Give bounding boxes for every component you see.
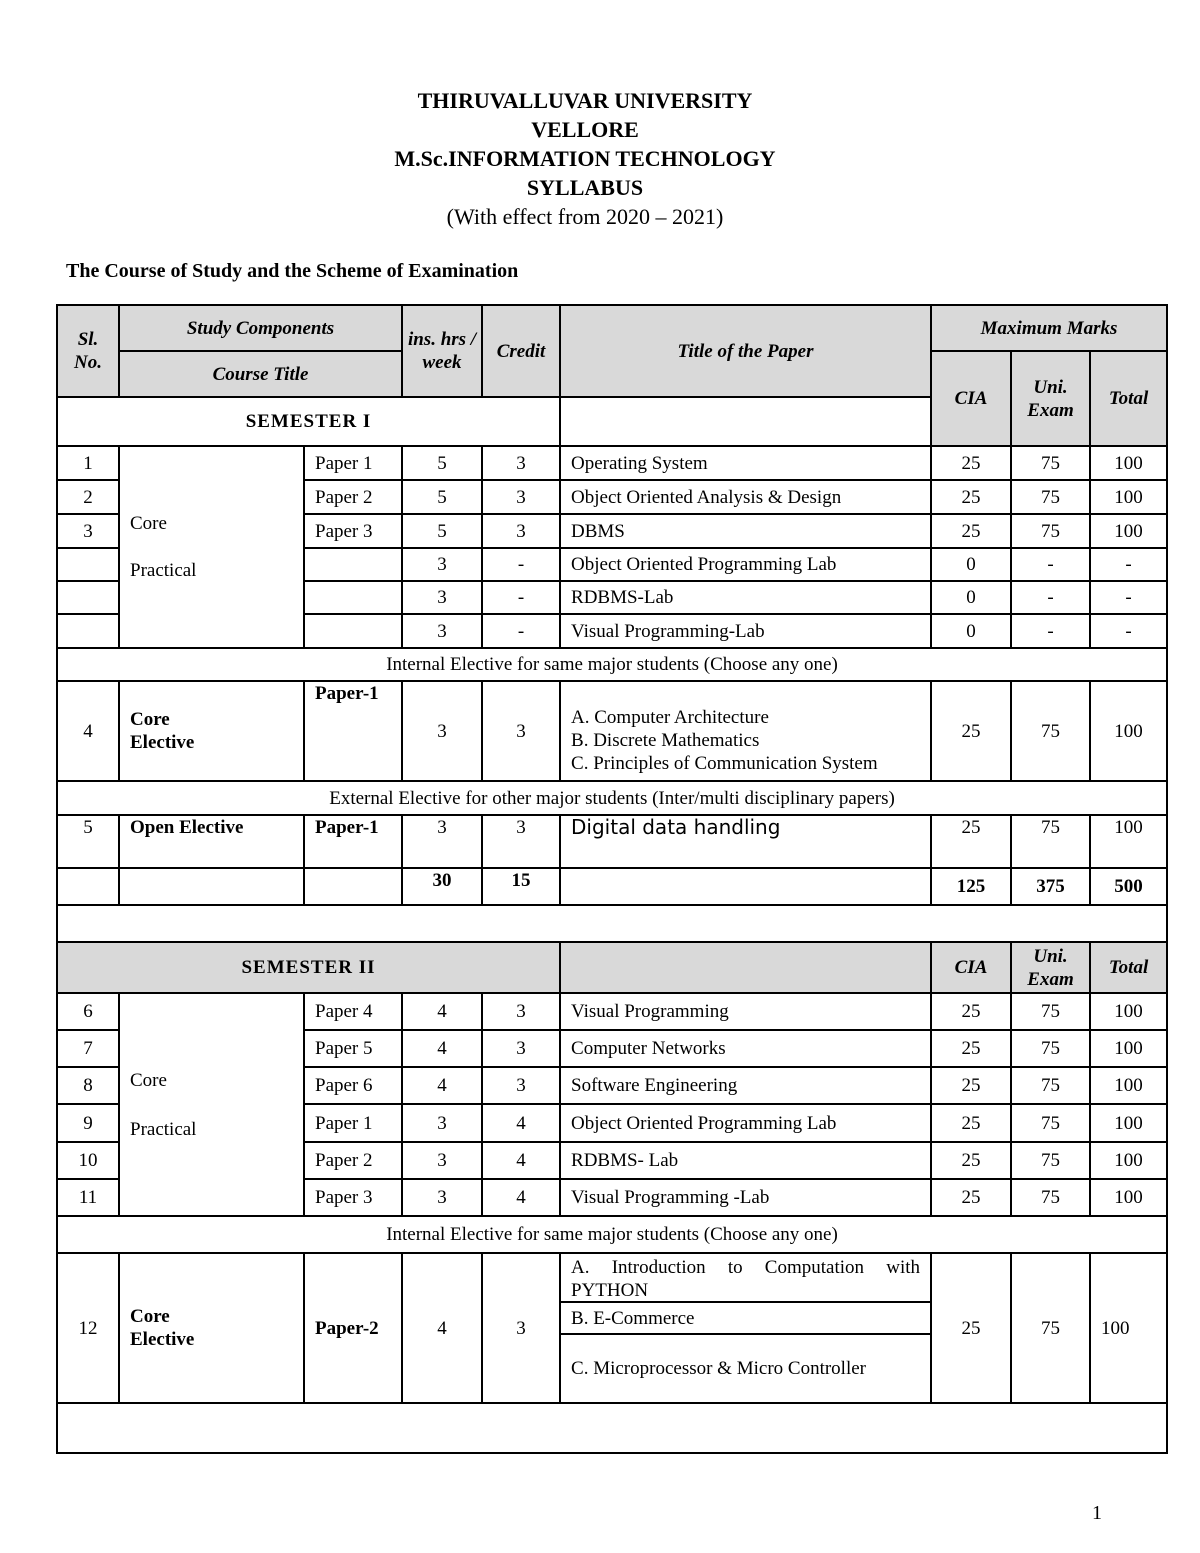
total-credit: 15 xyxy=(482,868,560,905)
credit-cell: 3 xyxy=(482,446,560,480)
sl-cell: 7 xyxy=(57,1030,119,1067)
uni-cell: 75 xyxy=(1011,446,1090,480)
title-cell: Digital data handling xyxy=(560,815,931,868)
elective-option-c: C. Principles of Communication System xyxy=(571,753,878,774)
sl-cell: 1 xyxy=(57,446,119,480)
title-cell: DBMS xyxy=(560,514,931,548)
external-elective-note: External Elective for other major students (Inter/multi disciplinary papers) xyxy=(57,781,1167,815)
sl-cell: 3 xyxy=(57,514,119,548)
total-cell: 100 xyxy=(1090,1104,1167,1142)
title-cell: Object Oriented Programming Lab xyxy=(560,548,931,581)
uni-cell: 75 xyxy=(1011,1104,1090,1142)
sl-cell xyxy=(57,614,119,648)
title-cell: Visual Programming -Lab xyxy=(560,1179,931,1216)
credit-cell: 3 xyxy=(482,514,560,548)
hrs-cell: 4 xyxy=(402,993,482,1030)
total-cell: 100 xyxy=(1090,1179,1167,1216)
elective-options xyxy=(560,1253,931,1403)
empty-cell xyxy=(560,942,931,993)
credit-cell: 4 xyxy=(482,1142,560,1179)
component-core: Core xyxy=(130,513,167,534)
component-elective: Elective xyxy=(130,732,195,753)
cia-cell: 0 xyxy=(931,548,1011,581)
spacer-row xyxy=(57,1403,1167,1453)
hrs-cell: 4 xyxy=(402,1030,482,1067)
component-practical: Practical xyxy=(130,560,197,581)
hrs-cell: 3 xyxy=(402,1104,482,1142)
paper-cell: Paper 2 xyxy=(304,1142,402,1179)
title-cell: RDBMS-Lab xyxy=(560,581,931,614)
credit-cell: - xyxy=(482,581,560,614)
hrs-cell: 3 xyxy=(402,614,482,648)
paper-cell: Paper 4 xyxy=(304,993,402,1030)
credit-cell: 3 xyxy=(482,1030,560,1067)
cia-cell: 25 xyxy=(931,1142,1011,1179)
sl-cell: 12 xyxy=(57,1253,119,1403)
empty-cell xyxy=(560,868,931,905)
paper-cell: Paper 3 xyxy=(304,1179,402,1216)
page-number: 1 xyxy=(1092,1502,1102,1524)
hrs-cell: 3 xyxy=(402,581,482,614)
component-group-core-practical xyxy=(119,993,304,1216)
hrs-cell: 3 xyxy=(402,681,482,781)
semester-2-label: SEMESTER II xyxy=(57,942,560,993)
component-core-elective xyxy=(119,681,304,781)
title-cell: Object Oriented Programming Lab xyxy=(560,1104,931,1142)
empty-cell xyxy=(57,868,119,905)
elective-option-a: A. Introduction to Computation with PYTHON xyxy=(561,1254,930,1303)
total-total: 500 xyxy=(1090,868,1167,905)
paper-cell: Paper 1 xyxy=(304,1104,402,1142)
document-header xyxy=(0,86,1170,232)
col-header-ins-hrs: ins. hrs / week xyxy=(402,305,482,397)
cia-cell: 25 xyxy=(931,1030,1011,1067)
hrs-cell: 4 xyxy=(402,1253,482,1403)
paper-cell: Paper 5 xyxy=(304,1030,402,1067)
sl-cell: 2 xyxy=(57,480,119,514)
uni-cell: 75 xyxy=(1011,1179,1090,1216)
spacer-row xyxy=(57,905,1167,942)
uni-cell: 75 xyxy=(1011,1253,1090,1403)
hrs-cell: 3 xyxy=(402,1179,482,1216)
title-cell: Operating System xyxy=(560,446,931,480)
university-location: VELLORE xyxy=(531,117,639,142)
col-header-total: Total xyxy=(1090,351,1167,446)
component-open-elective: Open Elective xyxy=(119,815,304,868)
sl-cell xyxy=(57,548,119,581)
total-cell: 100 xyxy=(1090,681,1167,781)
col-header-cia: CIA xyxy=(931,942,1011,993)
total-cell: - xyxy=(1090,581,1167,614)
hrs-cell: 5 xyxy=(402,480,482,514)
cia-cell: 25 xyxy=(931,993,1011,1030)
cia-cell: 0 xyxy=(931,581,1011,614)
uni-cell: 75 xyxy=(1011,1030,1090,1067)
col-header-sl-no: Sl. No. xyxy=(57,305,119,397)
cia-cell: 0 xyxy=(931,614,1011,648)
credit-cell: 3 xyxy=(482,815,560,868)
uni-cell: - xyxy=(1011,581,1090,614)
title-cell: Object Oriented Analysis & Design xyxy=(560,480,931,514)
total-cell: 100 xyxy=(1090,1067,1167,1104)
title-cell: Computer Networks xyxy=(560,1030,931,1067)
title-cell: RDBMS- Lab xyxy=(560,1142,931,1179)
component-core: Core xyxy=(130,1069,167,1091)
uni-cell: 75 xyxy=(1011,1067,1090,1104)
sl-cell: 11 xyxy=(57,1179,119,1216)
uni-cell: 75 xyxy=(1011,480,1090,514)
paper-cell: Paper 1 xyxy=(304,446,402,480)
paper-cell: Paper 6 xyxy=(304,1067,402,1104)
elective-option-b: B. E-Commerce xyxy=(561,1303,930,1335)
col-header-uni-exam: Uni. Exam xyxy=(1011,351,1090,446)
cia-cell: 25 xyxy=(931,446,1011,480)
paper-cell xyxy=(304,614,402,648)
title-cell: Visual Programming-Lab xyxy=(560,614,931,648)
sl-cell: 10 xyxy=(57,1142,119,1179)
credit-cell: 4 xyxy=(482,1104,560,1142)
col-header-total: Total xyxy=(1090,942,1167,993)
cia-cell: 25 xyxy=(931,681,1011,781)
section-subtitle: The Course of Study and the Scheme of Examination xyxy=(66,260,519,282)
credit-cell: 3 xyxy=(482,1067,560,1104)
total-cell: 100 xyxy=(1090,815,1167,868)
total-cell: 100 xyxy=(1090,1253,1167,1403)
col-header-credit: Credit xyxy=(482,305,560,397)
cia-cell: 25 xyxy=(931,1179,1011,1216)
total-cell: 100 xyxy=(1090,514,1167,548)
component-core-elective xyxy=(119,1253,304,1403)
total-cell: 100 xyxy=(1090,480,1167,514)
hrs-cell: 5 xyxy=(402,514,482,548)
table-row xyxy=(57,1253,1167,1403)
totals-row xyxy=(57,868,1167,905)
empty-cell xyxy=(119,868,304,905)
university-name: THIRUVALLUVAR UNIVERSITY xyxy=(417,88,753,113)
table-row xyxy=(57,993,1167,1030)
credit-cell: 4 xyxy=(482,1179,560,1216)
component-elective: Elective xyxy=(130,1329,195,1350)
credit-cell: - xyxy=(482,614,560,648)
col-header-cia: CIA xyxy=(931,351,1011,446)
total-cell: - xyxy=(1090,614,1167,648)
hrs-cell: 3 xyxy=(402,1142,482,1179)
table-row xyxy=(57,681,1167,781)
cia-cell: 25 xyxy=(931,480,1011,514)
total-cia: 125 xyxy=(931,868,1011,905)
total-cell: 100 xyxy=(1090,1030,1167,1067)
document-type: SYLLABUS xyxy=(526,175,644,200)
empty-cell xyxy=(560,397,931,446)
total-hrs: 30 xyxy=(402,868,482,905)
sl-cell: 6 xyxy=(57,993,119,1030)
cia-cell: 25 xyxy=(931,514,1011,548)
credit-cell: 3 xyxy=(482,1253,560,1403)
credit-cell: - xyxy=(482,548,560,581)
paper-cell: Paper-1 xyxy=(304,681,402,781)
uni-cell: 75 xyxy=(1011,815,1090,868)
hrs-cell: 3 xyxy=(402,548,482,581)
hrs-cell: 5 xyxy=(402,446,482,480)
sl-cell: 9 xyxy=(57,1104,119,1142)
total-cell: 100 xyxy=(1090,446,1167,480)
hrs-cell: 3 xyxy=(402,815,482,868)
program-name: M.Sc.INFORMATION TECHNOLOGY xyxy=(394,146,776,171)
semester-1-label: SEMESTER I xyxy=(57,397,560,446)
component-core: Core xyxy=(130,1306,170,1327)
uni-cell: 75 xyxy=(1011,514,1090,548)
total-cell: 100 xyxy=(1090,993,1167,1030)
sl-cell: 8 xyxy=(57,1067,119,1104)
uni-cell: 75 xyxy=(1011,993,1090,1030)
elective-option-a: A. Computer Architecture xyxy=(571,707,769,728)
internal-elective-note: Internal Elective for same major students (Choose any one) xyxy=(57,1216,1167,1253)
paper-cell xyxy=(304,581,402,614)
table-row xyxy=(57,446,1167,480)
uni-cell: 75 xyxy=(1011,1142,1090,1179)
component-group-core-practical xyxy=(119,446,304,648)
scheme-table xyxy=(56,304,1168,1454)
credit-cell: 3 xyxy=(482,480,560,514)
table-row xyxy=(57,815,1167,868)
credit-cell: 3 xyxy=(482,681,560,781)
hrs-cell: 4 xyxy=(402,1067,482,1104)
cia-cell: 25 xyxy=(931,1104,1011,1142)
col-header-title-of-paper: Title of the Paper xyxy=(560,305,931,397)
total-cell: 100 xyxy=(1090,1142,1167,1179)
sl-cell: 5 xyxy=(57,815,119,868)
paper-cell: Paper-1 xyxy=(304,815,402,868)
sl-cell xyxy=(57,581,119,614)
col-header-study-components: Study Components xyxy=(119,305,402,351)
uni-cell: 75 xyxy=(1011,681,1090,781)
elective-option-b: B. Discrete Mathematics xyxy=(571,730,760,751)
paper-cell: Paper-2 xyxy=(304,1253,402,1403)
col-header-maximum-marks: Maximum Marks xyxy=(931,305,1167,351)
paper-cell: Paper 2 xyxy=(304,480,402,514)
title-cell: Visual Programming xyxy=(560,993,931,1030)
paper-cell xyxy=(304,548,402,581)
sl-cell: 4 xyxy=(57,681,119,781)
cia-cell: 25 xyxy=(931,1253,1011,1403)
component-core: Core xyxy=(130,709,170,730)
cia-cell: 25 xyxy=(931,815,1011,868)
total-uni: 375 xyxy=(1011,868,1090,905)
col-header-course-title: Course Title xyxy=(119,351,402,397)
col-header-uni-exam: Uni. Exam xyxy=(1011,942,1090,993)
uni-cell: - xyxy=(1011,548,1090,581)
total-cell: - xyxy=(1090,548,1167,581)
cia-cell: 25 xyxy=(931,1067,1011,1104)
component-practical: Practical xyxy=(130,1118,197,1140)
paper-cell: Paper 3 xyxy=(304,514,402,548)
effective-period: (With effect from 2020 – 2021) xyxy=(446,204,724,229)
internal-elective-note: Internal Elective for same major students (Choose any one) xyxy=(57,648,1167,681)
credit-cell: 3 xyxy=(482,993,560,1030)
elective-options xyxy=(560,681,931,781)
title-cell: Software Engineering xyxy=(560,1067,931,1104)
elective-option-c: C. Microprocessor & Micro Controller xyxy=(571,1358,866,1379)
empty-cell xyxy=(304,868,402,905)
uni-cell: - xyxy=(1011,614,1090,648)
